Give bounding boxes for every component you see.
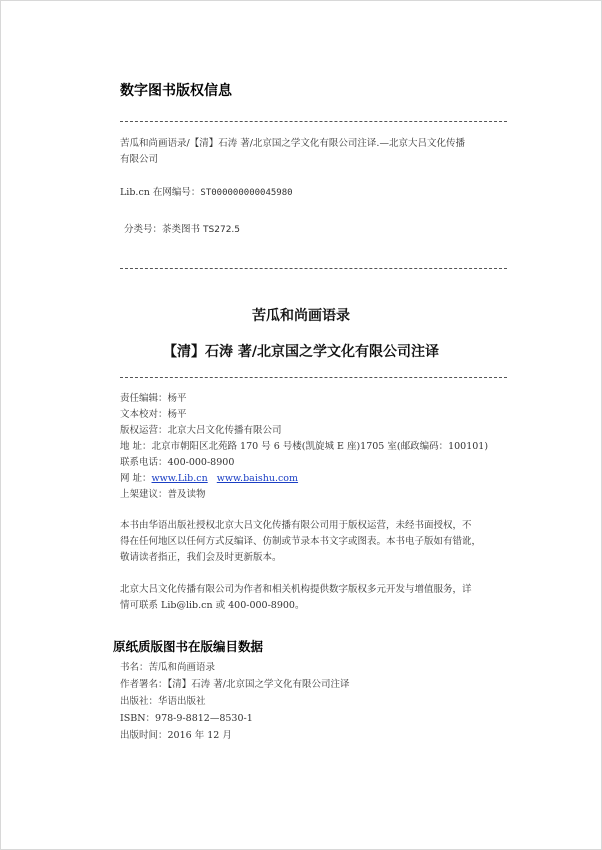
lib-cn-link[interactable]: www.Lib.cn	[151, 473, 208, 484]
credit-website	[120, 471, 298, 487]
book-author: 【清】石涛 著/北京国之学文化有限公司注译	[163, 344, 439, 360]
lib-id	[120, 185, 293, 201]
class-label: 分类号：茶类图书	[124, 224, 201, 235]
baishu-link[interactable]: www.baishu.com	[216, 473, 299, 484]
divider-1	[120, 121, 507, 122]
notice-p2-line1: 北京大吕文化传播有限公司为作者和相关机构提供数字版权多元开发与增值服务，详	[120, 584, 472, 595]
classification	[124, 222, 240, 238]
credit-address: 地 址：北京市朝阳区北苑路 170 号 6 号楼(凯旋城 E 座)1705 室(邮政编码：100101)	[120, 441, 489, 452]
cip-publisher: 出版社：华语出版社	[120, 696, 206, 707]
cip-date: 出版时间：2016 年 12 月	[120, 730, 232, 741]
credit-rights: 版权运营：北京大吕文化传播有限公司	[120, 425, 282, 436]
credit-editor: 责任编辑：杨平	[120, 393, 187, 404]
cip-title: 原纸质版图书在版编目数据	[113, 639, 264, 654]
notice-p1-line3: 敬请读者指正，我们会及时更新版本。	[120, 552, 282, 563]
cip-isbn: ISBN：978-9-8812—8530-1	[120, 713, 253, 724]
record-line-1: 苦瓜和尚画语录/【清】石涛 著/北京国之学文化有限公司注译.—北京大吕文化传播	[120, 138, 465, 149]
notice-p1-line2: 得在任何地区以任何方式反编译、仿制或节录本书文字或图表。本书电子版如有错讹，	[120, 536, 482, 547]
cip-book-name: 书名：苦瓜和尚画语录	[120, 662, 216, 673]
notice-p2-line2: 情可联系 Lib@lib.cn 或 400-000-8900。	[120, 600, 305, 611]
credit-shelf: 上架建议：普及读物	[120, 489, 206, 500]
credit-phone: 联系电话：400-000-8900	[120, 457, 235, 468]
divider-2	[120, 268, 507, 269]
lib-id-label: Lib.cn 在网编号：	[120, 187, 201, 198]
page-title: 数字图书版权信息	[120, 83, 232, 99]
book-title: 苦瓜和尚画语录	[252, 308, 350, 324]
notice-p1-line1: 本书由华语出版社授权北京大吕文化传播有限公司用于版权运营，未经书面授权，不	[120, 520, 472, 531]
class-value: TS272.5	[203, 225, 241, 235]
credit-proofreader: 文本校对：杨平	[120, 409, 187, 420]
cip-author: 作者署名：【清】石涛 著/北京国之学文化有限公司注译	[120, 679, 350, 690]
divider-3	[120, 377, 507, 378]
record-line-2: 有限公司	[120, 154, 159, 165]
web-label: 网 址：	[120, 473, 152, 484]
lib-id-value: ST000000000045980	[200, 188, 293, 198]
